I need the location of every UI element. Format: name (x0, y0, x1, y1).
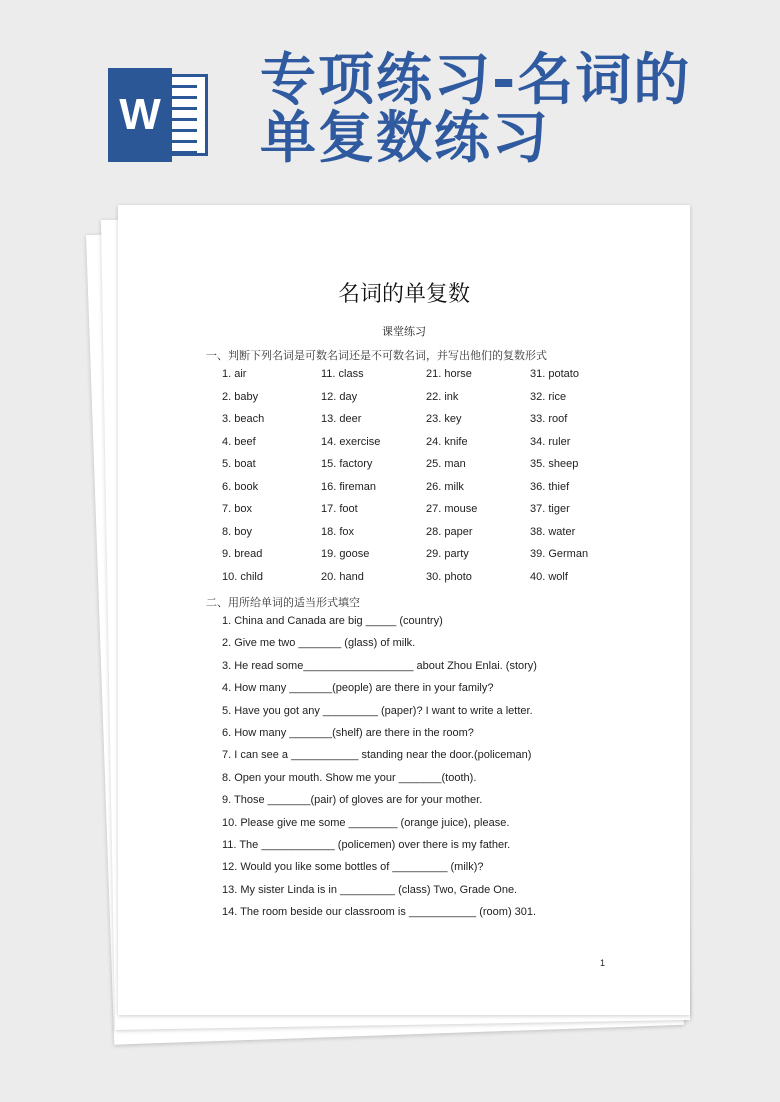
word-item: 34. ruler (530, 435, 571, 448)
word-item: 4. beef (222, 435, 256, 448)
exercise-item: 7. I can see a ___________ standing near the door.(policeman) (222, 749, 532, 762)
word-item: 15. factory (321, 458, 373, 470)
word-item: 20. hand (321, 570, 364, 583)
word-item: 38. water (530, 525, 576, 538)
word-item: 26. milk (426, 480, 464, 493)
word-item: 8. boy (222, 525, 252, 538)
exercise-item: 4. How many _______(people) are there in your family? (222, 682, 494, 695)
banner-title-line2: 单复数练习 (260, 106, 550, 171)
word-item: 6. book (222, 480, 259, 493)
exercise-item: 14. The room beside our classroom is ___________ (room) 301. (222, 906, 537, 919)
exercise-item: 13. My sister Linda is in _________ (class) Two, Grade One. (222, 883, 518, 896)
word-item: 11. class (321, 368, 364, 380)
word-item: 27. mouse (426, 503, 478, 515)
exercise-item: 12. Would you like some bottles of _________ (milk)? (222, 861, 484, 874)
exercise-item: 11. The ____________ (policemen) over there is my father. (222, 839, 511, 851)
word-item: 24. knife (426, 435, 468, 448)
page-number: 1 (600, 958, 606, 968)
word-item: 2. baby (222, 390, 259, 403)
word-item: 21. horse (426, 368, 472, 380)
word-item: 10. child (222, 570, 263, 583)
word-item: 7. box (222, 503, 252, 515)
word-item: 12. day (321, 390, 358, 403)
word-item: 39. German (530, 548, 589, 560)
word-item: 1. air (222, 368, 247, 380)
exercise-item: 2. Give me two _______ (glass) of milk. (222, 637, 416, 650)
exercise-item: 3. He read some__________________ about Zhou Enlai. (story) (222, 659, 537, 672)
word-item: 29. party (426, 548, 469, 560)
banner-title (260, 48, 692, 171)
word-item: 37. tiger (530, 503, 570, 515)
document-page (118, 205, 690, 1015)
section1-heading: 一、判断下列名词是可数名词还是不可数名词，并写出他们的复数形式 (206, 349, 547, 362)
exercise-item: 1. China and Canada are big _____ (country) (222, 615, 443, 627)
word-item: 35. sheep (530, 458, 579, 470)
word-item: 33. roof (530, 413, 568, 425)
exercise-item: 5. Have you got any _________ (paper)? I want to write a letter. (222, 704, 533, 717)
word-logo-icon (108, 68, 208, 162)
word-item: 25. man (426, 458, 466, 470)
exercise-item: 8. Open your mouth. Show me your _______(tooth). (222, 771, 477, 784)
word-item: 32. rice (530, 390, 567, 403)
word-item: 22. ink (426, 390, 459, 403)
word-item: 9. bread (222, 548, 263, 560)
word-item: 3. beach (222, 413, 265, 425)
exercise-item: 9. Those _______(pair) of gloves are for your mother. (222, 794, 483, 807)
banner-title-line1: 专项练习-名词的 (260, 48, 692, 113)
document-title: 名词的单复数 (337, 282, 470, 307)
word-item: 16. fireman (321, 480, 377, 493)
exercise-item: 10. Please give me some ________ (orange juice), please. (222, 816, 510, 829)
word-item: 18. fox (321, 525, 355, 538)
word-item: 13. deer (321, 413, 362, 425)
exercise-item: 6. How many _______(shelf) are there in the room? (222, 727, 474, 739)
section2-heading: 二、用所给单词的适当形式填空 (206, 596, 360, 609)
word-item: 28. paper (426, 525, 473, 538)
word-item: 36. thief (530, 480, 570, 493)
word-item: 40. wolf (530, 570, 568, 583)
word-logo-letter: W (108, 68, 172, 162)
word-item: 14. exercise (321, 435, 381, 448)
word-item: 17. foot (321, 503, 358, 515)
word-item: 23. key (426, 413, 462, 425)
word-item: 31. potato (530, 368, 579, 380)
document-subtitle: 课堂练习 (382, 325, 426, 338)
word-item: 19. goose (321, 548, 370, 560)
word-item: 30. photo (426, 570, 472, 583)
word-item: 5. boat (222, 458, 256, 470)
